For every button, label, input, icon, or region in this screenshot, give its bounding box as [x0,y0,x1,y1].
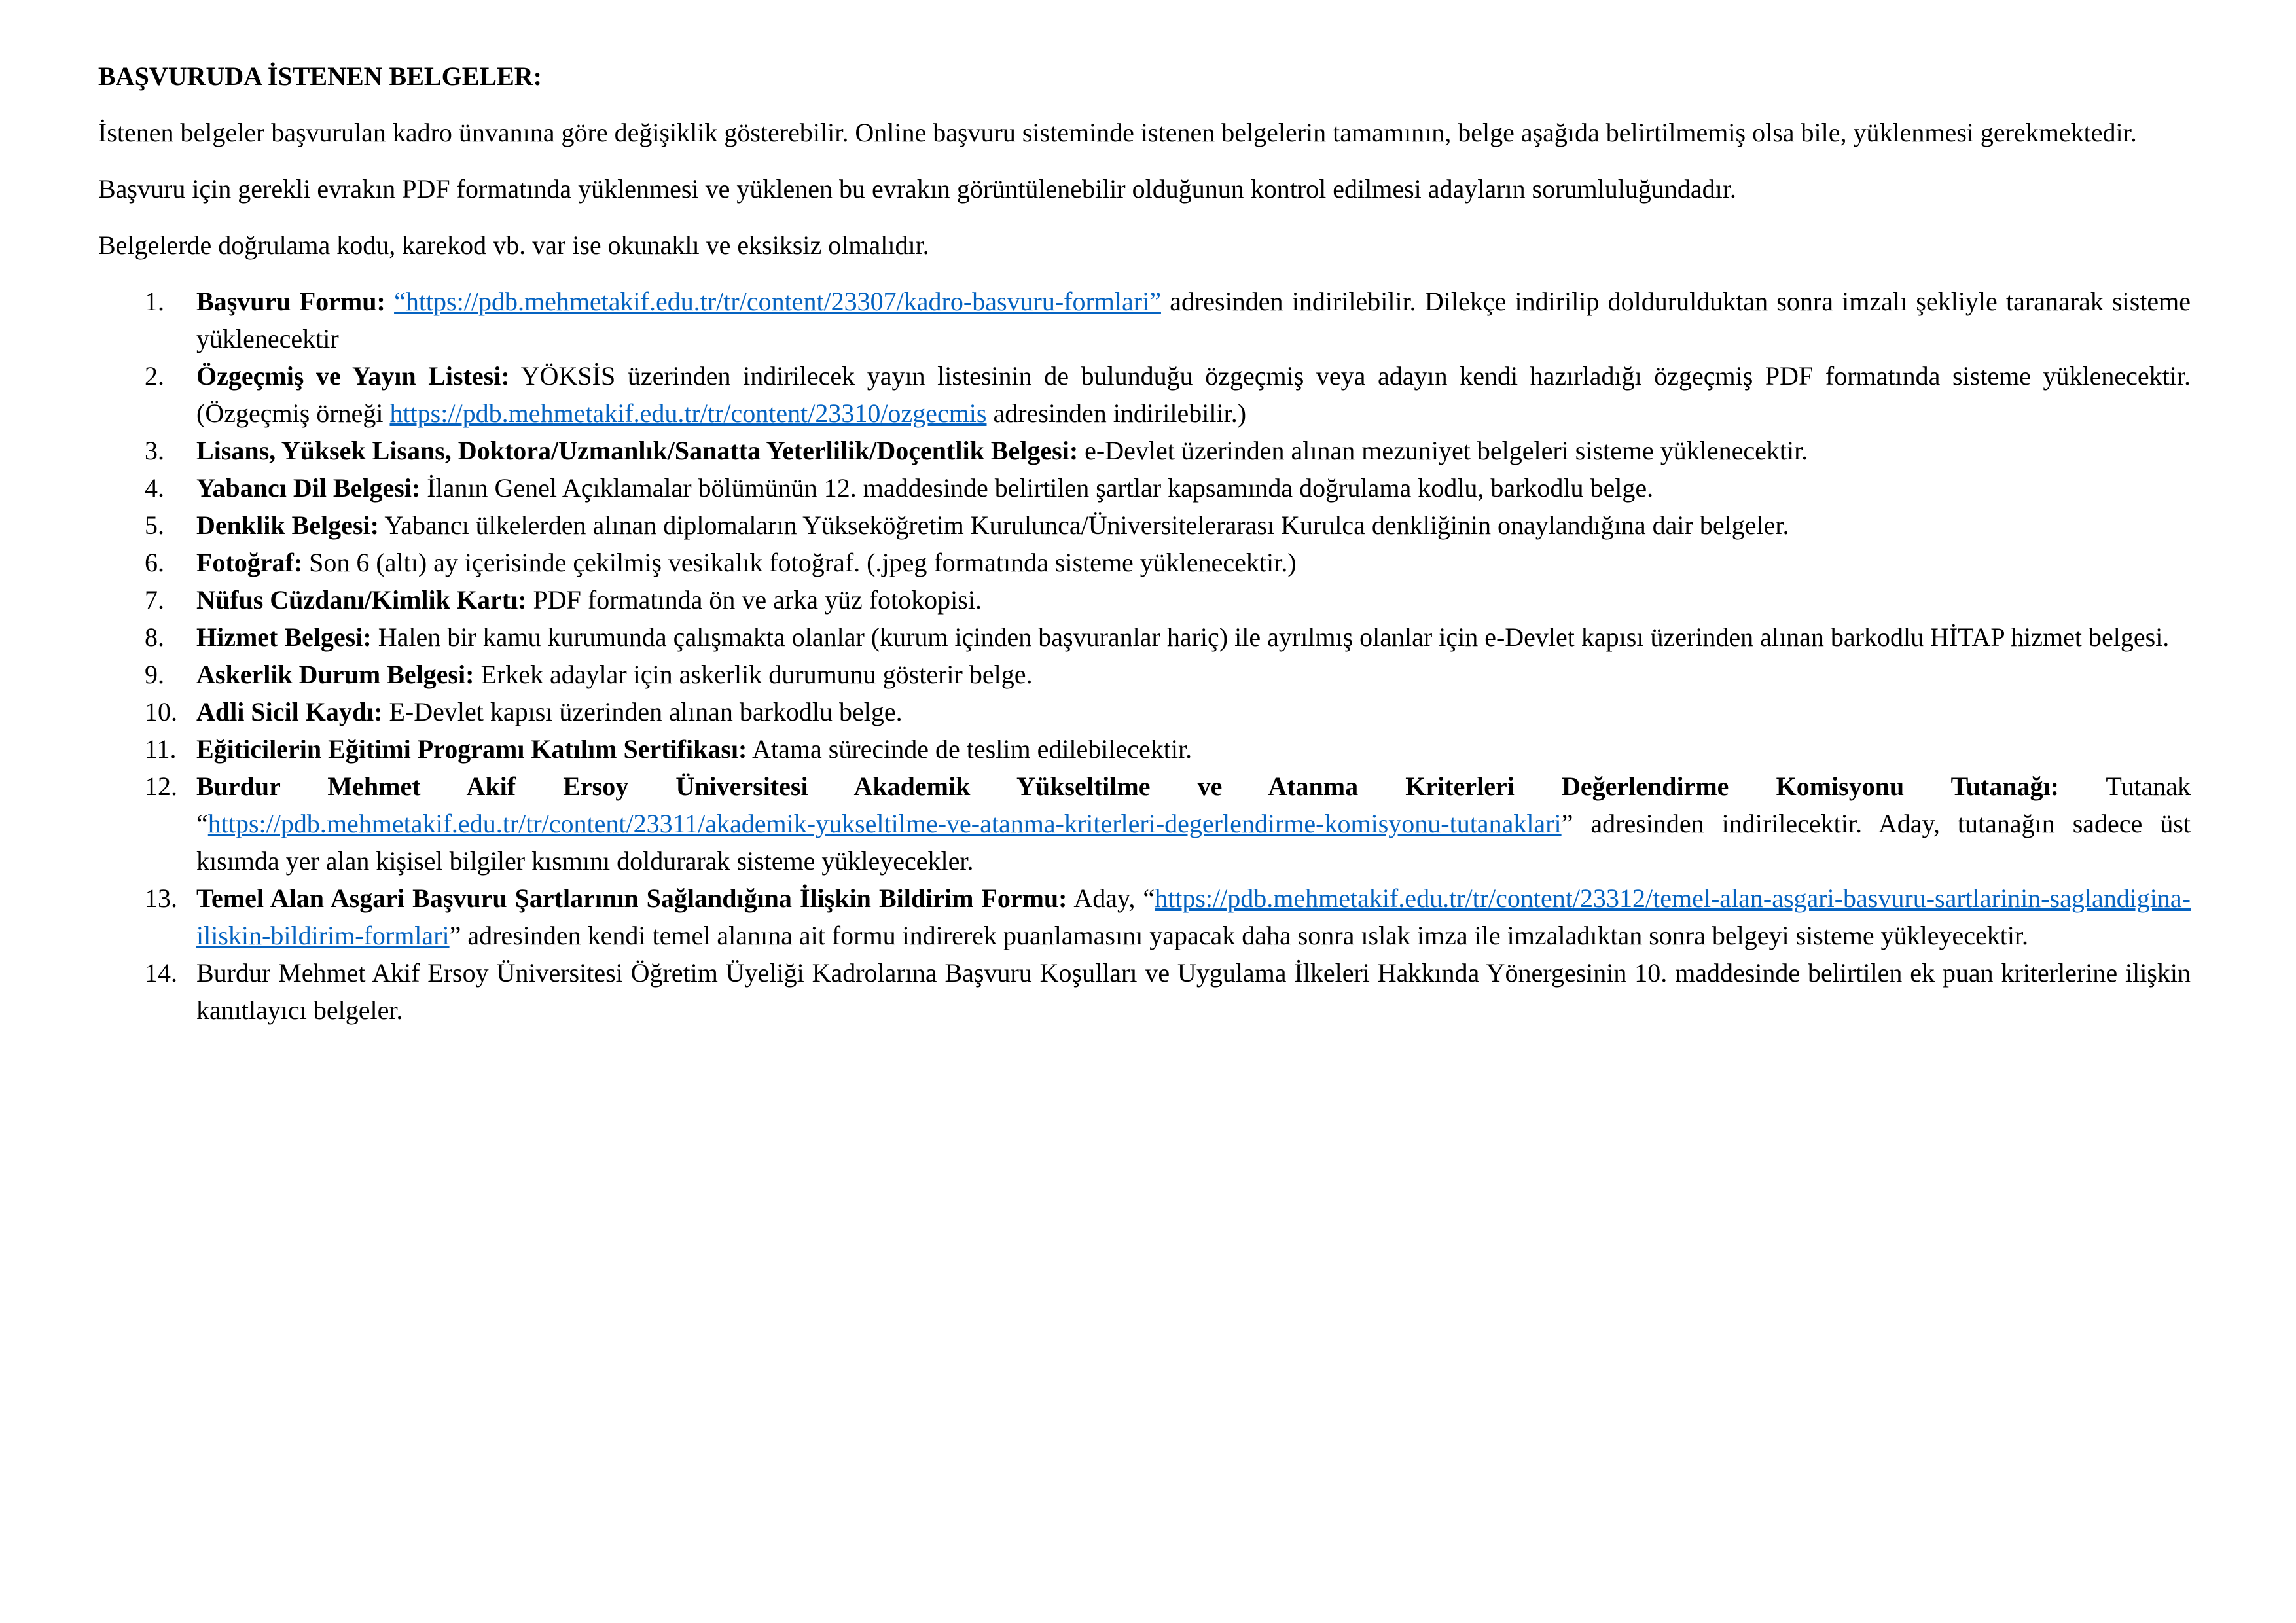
list-item-number: 7. [145,585,164,615]
list-item-text-continued: ” adresinden indirilecektir. Aday, tutanağın sadece üst kısımda yer alan kişisel bilgiler kısmını doldurarak sisteme yükleyecekler. [196,809,2191,876]
list-item-title: Lisans, Yüksek Lisans, Doktora/Uzmanlık/Sanatta Yeterlilik/Doçentlik Belgesi: [196,436,1079,465]
list-item-number: 4. [145,473,164,503]
intro-paragraph: İstenen belgeler başvurulan kadro ünvanına göre değişiklik gösterebilir. Online başvuru sisteminde istenen belgelerin tamamının, belge aşağıda belirtilmemiş olsa bile, yüklenmesi gerekmektedir. [98,118,2137,147]
document-page [98,58,2191,1029]
list-item-text-continued: adresinden indirilebilir. Dilekçe indirilip doldurulduktan sonra imzalı şekliyle taranarak sisteme yüklenecektir [196,287,2191,353]
document-list-item [98,432,2191,469]
list-item-text: PDF formatında ön ve arka yüz fotokopisi. [526,585,982,615]
list-item-text: Aday, “ [1067,883,1155,913]
document-link[interactable]: https://pdb.mehmetakif.edu.tr/tr/content/23311/akademik-yukseltilme-ve-atanma-kriterleri-degerlendirme-komisyonu-tutanaklari [207,809,1562,838]
list-item-number: 2. [145,361,164,391]
list-item-number: 14. [145,958,177,988]
list-item-number: 1. [145,287,164,316]
list-item-number: 12. [145,772,177,801]
list-item-text: İlanın Genel Açıklamalar bölümünün 12. maddesinde belirtilen şartlar kapsamında doğrulama kodlu, barkodlu belge. [420,473,1654,503]
list-item-title: Özgeçmiş ve Yayın Listesi: [196,361,510,391]
list-item-title: Burdur Mehmet Akif Ersoy Üniversitesi Akademik Yükseltilme ve Atanma Kriterleri Değerlendirme Komisyonu Tutanağı: [196,772,2059,801]
list-item-number: 11. [145,734,177,764]
document-list-item [98,357,2191,432]
intro-paragraphs [98,114,2191,264]
list-item-text: Tutanak “ [196,772,2191,838]
list-item-number: 8. [145,622,164,652]
document-list-item [98,507,2191,544]
intro-paragraph: Başvuru için gerekli evrakın PDF formatında yüklenmesi ve yüklenen bu evrakın görüntülenebilir olduğunun kontrol edilmesi adayların sorumluluğundadır. [98,174,1736,204]
list-item-number: 10. [145,697,177,726]
list-item-text: Atama sürecinde de teslim edilebilecektir. [747,734,1193,764]
list-item-title: Nüfus Cüzdanı/Kimlik Kartı: [196,585,527,615]
document-list-item [98,544,2191,581]
document-link[interactable]: https://pdb.mehmetakif.edu.tr/tr/content/23310/ozgecmis [389,399,987,428]
document-list-item [98,954,2191,1029]
document-list-item [98,469,2191,507]
document-list-item [98,581,2191,618]
document-link[interactable]: https://pdb.mehmetakif.edu.tr/tr/content/23312/temel-alan-asgari-basvuru-sartlarinin-saglandigina-iliskin-bildirim-formlari [196,883,2191,950]
document-list-item [98,730,2191,768]
list-item-text-continued: ” adresinden kendi temel alanına ait formu indirerek puanlamasını yapacak daha sonra ıslak imza ile imzaladıktan sonra belgeyi sisteme yükleyecektir. [449,921,2029,950]
list-item-number: 5. [145,510,164,540]
list-item-text: Halen bir kamu kurumunda çalışmakta olanlar (kurum içinden başvuranlar hariç) ile ayrılmış olanlar için e-Devlet kapısı üzerinden alınan barkodlu HİTAP hizmet belgesi. [371,622,2170,652]
document-list-item [98,618,2191,656]
list-item-title: Denklik Belgesi: [196,510,379,540]
list-item-title: Hizmet Belgesi: [196,622,372,652]
document-list-item [98,656,2191,693]
document-list-item [98,283,2191,357]
list-item-number: 13. [145,883,177,913]
list-item-title: Yabancı Dil Belgesi: [196,473,421,503]
list-item-text-continued: adresinden indirilebilir.) [986,399,1247,428]
document-heading: BAŞVURUDA İSTENEN BELGELER: [98,62,542,91]
document-list-item [98,693,2191,730]
list-item-text: Erkek adaylar için askerlik durumunu gösterir belge. [474,660,1033,689]
list-item-title: Eğiticilerin Eğitimi Programı Katılım Sertifikası: [196,734,747,764]
list-item-title: Fotoğraf: [196,548,303,577]
list-item-text: Yabancı ülkelerden alınan diplomaların Yükseköğretim Kurulunca/Üniversitelerarası Kurulca denkliğinin onaylandığına dair belgeler. [378,510,1789,540]
list-item-text: YÖKSİS üzerinden indirilecek yayın listesinin de bulunduğu özgeçmiş veya adayın kendi hazırladığı özgeçmiş PDF formatında sisteme yüklenecektir. (Özgeçmiş örneği [196,361,2191,428]
document-link[interactable]: “https://pdb.mehmetakif.edu.tr/tr/content/23307/kadro-basvuru-formlari” [394,287,1161,316]
list-item-title: Adli Sicil Kaydı: [196,697,383,726]
list-item-text: E-Devlet kapısı üzerinden alınan barkodlu belge. [382,697,903,726]
list-item-text: e-Devlet üzerinden alınan mezuniyet belgeleri sisteme yüklenecektir. [1078,436,1808,465]
list-item-title: Askerlik Durum Belgesi: [196,660,475,689]
list-item-text: Burdur Mehmet Akif Ersoy Üniversitesi Öğretim Üyeliği Kadrolarına Başvuru Koşulları ve Uygulama İlkeleri Hakkında Yönergesinin 10. maddesinde belirtilen ek puan kriterlerine ilişkin kanıtlayıcı belgeler. [196,958,2191,1025]
list-item-text: Son 6 (altı) ay içerisinde çekilmiş vesikalık fotoğraf. (.jpeg formatında sisteme yüklenecektir.) [302,548,1297,577]
list-item-title: Başvuru Formu: [196,287,386,316]
document-list-item [98,768,2191,880]
intro-paragraph: Belgelerde doğrulama kodu, karekod vb. var ise okunaklı ve eksiksiz olmalıdır. [98,230,929,260]
list-item-text [386,287,394,316]
required-documents-list [98,283,2191,1029]
list-item-number: 6. [145,548,164,577]
list-item-number: 3. [145,436,164,465]
document-list-item [98,880,2191,954]
list-item-number: 9. [145,660,164,689]
list-item-title: Temel Alan Asgari Başvuru Şartlarının Sağlandığına İlişkin Bildirim Formu: [196,883,1067,913]
